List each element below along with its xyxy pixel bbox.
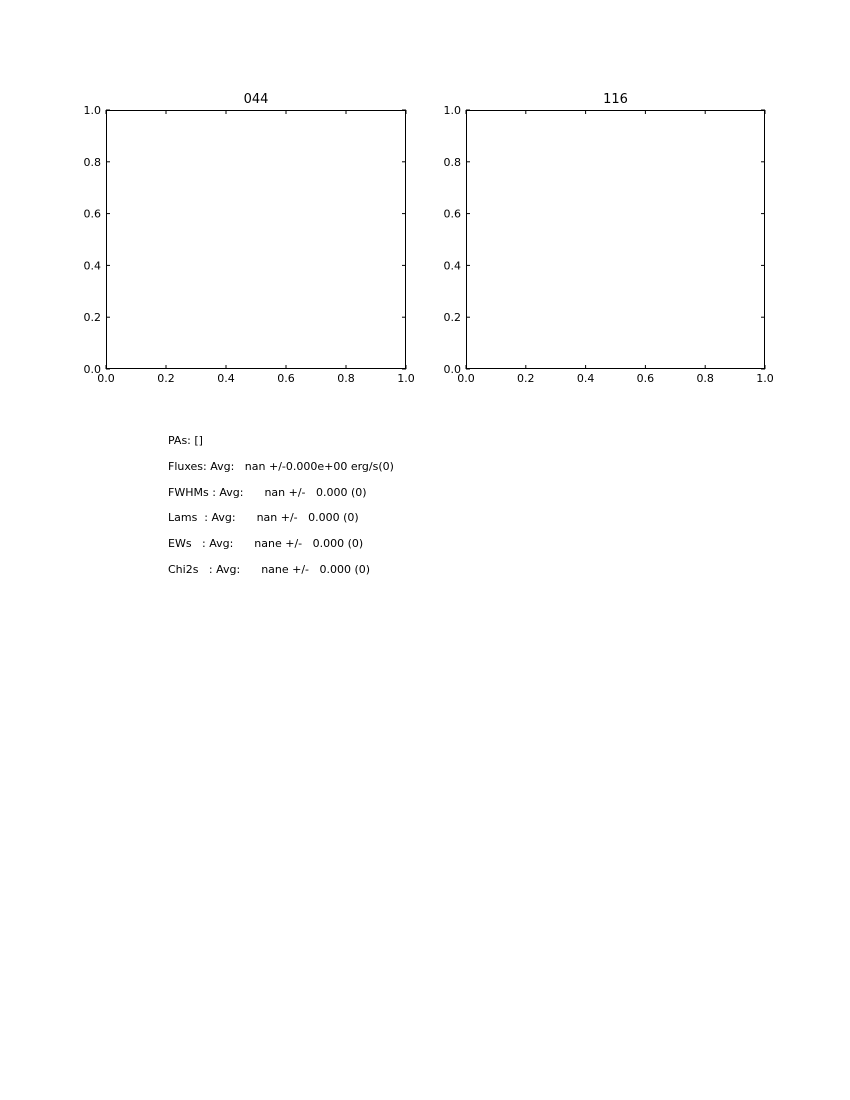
x-tick-label: 0.2 <box>517 372 535 385</box>
x-tick-label: 0.2 <box>157 372 175 385</box>
stat-fwhms: FWHMs : Avg: nan +/- 0.000 (0) <box>168 485 367 499</box>
y-tick-label: 0.6 <box>83 207 101 221</box>
x-tick-label: 0.8 <box>696 372 714 385</box>
y-tick-label: 0.8 <box>83 155 101 169</box>
x-tick-label: 0.0 <box>457 372 475 385</box>
y-tick-label: 0.4 <box>83 259 101 273</box>
plot-frame <box>107 111 406 369</box>
stat-lams: Lams : Avg: nan +/- 0.000 (0) <box>168 511 359 525</box>
plot-frame <box>467 111 765 369</box>
stat-fluxes: Fluxes: Avg: nan +/-0.000e+00 erg/s(0) <box>168 459 394 473</box>
y-tick-label: 0.2 <box>443 311 461 325</box>
chart-title: 116 <box>603 92 628 107</box>
stat-pas: PAs: [] <box>168 434 203 447</box>
stat-chi2s: Chi2s : Avg: nane +/- 0.000 (0) <box>168 562 371 576</box>
x-tick-label: 1.0 <box>397 372 415 385</box>
x-tick-label: 0.4 <box>217 372 235 385</box>
y-tick-label: 0.4 <box>443 259 461 273</box>
y-tick-label: 1.0 <box>443 104 461 117</box>
x-tick-label: 0.0 <box>97 372 115 385</box>
x-tick-label: 0.6 <box>636 372 655 385</box>
x-tick-label: 1.0 <box>756 372 774 385</box>
fit-statistics <box>168 434 394 589</box>
y-tick-label: 1.0 <box>83 104 101 117</box>
x-tick-label: 0.4 <box>576 372 595 385</box>
chart-1 <box>84 92 415 385</box>
y-tick-label: 0.6 <box>443 207 461 221</box>
y-tick-label: 0.0 <box>83 363 101 376</box>
y-tick-label: 0.0 <box>443 363 461 376</box>
y-tick-label: 0.8 <box>443 155 461 169</box>
y-tick-label: 0.2 <box>83 311 101 325</box>
chart-2 <box>444 92 774 385</box>
x-tick-label: 0.8 <box>337 372 355 385</box>
chart-title: 044 <box>243 92 269 107</box>
x-tick-label: 0.6 <box>277 372 295 385</box>
stat-ews: EWs : Avg: nane +/- 0.000 (0) <box>168 537 364 551</box>
